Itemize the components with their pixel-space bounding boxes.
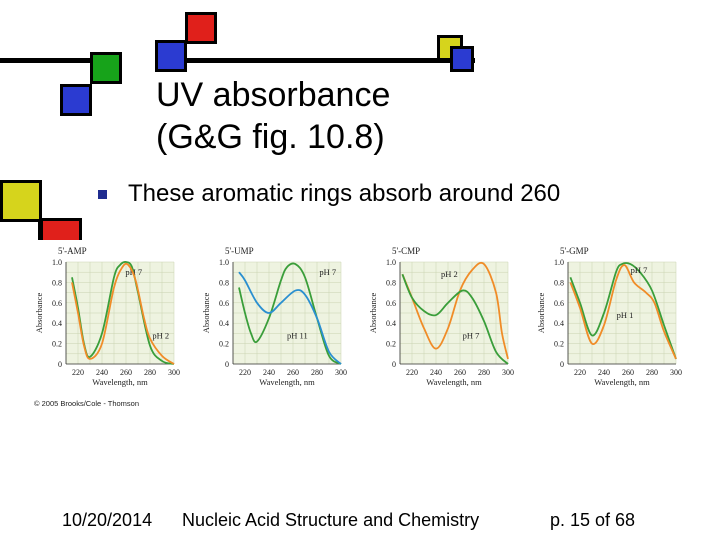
- x-tick-label: 220: [72, 368, 84, 377]
- x-tick-label: 220: [406, 368, 418, 377]
- y-tick-label: 1.0: [219, 258, 229, 267]
- y-tick-label: 0.8: [554, 278, 564, 288]
- decor-square-blue: [155, 40, 187, 72]
- chart-panel-1: [34, 246, 180, 387]
- x-tick-label: 260: [120, 368, 132, 377]
- series-label: pH 11: [287, 330, 308, 341]
- footer-date: 10/20/2014: [62, 510, 153, 530]
- bullet-icon: [98, 190, 107, 199]
- x-tick-label: 280: [311, 368, 323, 377]
- chart-title: 5'-GMP: [560, 246, 589, 256]
- x-tick-label: 300: [502, 368, 514, 377]
- charts-svg: [28, 240, 692, 415]
- x-tick-label: 260: [454, 368, 466, 377]
- x-tick-label: 240: [263, 368, 275, 377]
- decor-square-blue-top: [450, 46, 474, 72]
- y-tick-label: 0.4: [219, 319, 229, 329]
- bullet-text: These aromatic rings absorb around 260: [128, 180, 561, 207]
- y-tick-label: 0.4: [52, 319, 62, 329]
- x-axis-label: Wavelength, nm: [426, 377, 482, 387]
- decor-square-yellow-left: [0, 180, 42, 222]
- chart-panel-2: [201, 246, 347, 387]
- slide-title: [156, 74, 390, 158]
- y-tick-label: 0.4: [554, 319, 564, 329]
- y-tick-label: 0: [58, 360, 62, 369]
- x-tick-label: 280: [478, 368, 490, 377]
- x-tick-label: 300: [335, 368, 347, 377]
- y-tick-label: 0: [392, 360, 396, 369]
- y-axis-label: Absorbance: [536, 292, 546, 334]
- series-label: pH 7: [462, 330, 480, 341]
- chart-title: 5'-AMP: [58, 246, 87, 256]
- y-tick-label: 0.6: [52, 298, 62, 308]
- uv-absorbance-figure: [28, 240, 692, 415]
- chart-title: 5'-CMP: [392, 246, 421, 256]
- decor-square-red: [185, 12, 217, 44]
- y-axis-label: Absorbance: [368, 292, 378, 334]
- y-tick-label: 0.8: [52, 278, 62, 288]
- y-tick-label: 0.6: [554, 298, 564, 308]
- chart-title: 5'-UMP: [225, 246, 254, 256]
- footer-title: Nucleic Acid Structure and Chemistry: [182, 510, 480, 530]
- y-tick-label: 0.6: [386, 298, 396, 308]
- x-axis-label: Wavelength, nm: [259, 377, 315, 387]
- x-tick-label: 300: [168, 368, 180, 377]
- x-axis-label: Wavelength, nm: [92, 377, 148, 387]
- y-tick-label: 1.0: [52, 258, 62, 267]
- x-tick-label: 280: [144, 368, 156, 377]
- footer-page: p. 15 of 68: [550, 510, 636, 530]
- series-label: pH 2: [441, 269, 458, 280]
- y-tick-label: 0.8: [386, 278, 396, 288]
- series-label: pH 1: [616, 310, 634, 321]
- y-tick-label: 0.4: [386, 319, 396, 329]
- chart-panel-4: [536, 246, 682, 387]
- y-tick-label: 1.0: [386, 258, 396, 267]
- series-label: pH 7: [125, 267, 143, 278]
- x-tick-label: 240: [598, 368, 610, 377]
- y-tick-label: 0: [560, 360, 564, 369]
- x-tick-label: 240: [96, 368, 108, 377]
- series-label: pH 7: [630, 265, 648, 276]
- slide-title-line1: UV absorbance: [156, 76, 391, 114]
- y-tick-label: 1.0: [554, 258, 564, 267]
- chart-panel-3: [368, 246, 514, 387]
- x-tick-label: 280: [646, 368, 658, 377]
- y-tick-label: 0.2: [52, 339, 62, 349]
- decor-square-blue-left: [60, 84, 92, 116]
- y-axis-label: Absorbance: [34, 292, 44, 334]
- y-tick-label: 0.2: [219, 339, 229, 349]
- y-tick-label: 0: [225, 360, 229, 369]
- x-tick-label: 240: [430, 368, 442, 377]
- x-tick-label: 220: [574, 368, 586, 377]
- y-tick-label: 0.6: [219, 298, 229, 308]
- figure-credit: © 2005 Brooks/Cole - Thomson: [34, 399, 140, 408]
- y-tick-label: 0.2: [554, 339, 564, 349]
- x-tick-label: 260: [287, 368, 299, 377]
- x-axis-label: Wavelength, nm: [594, 377, 650, 387]
- series-label: pH 2: [152, 330, 170, 341]
- decor-square-green: [90, 52, 122, 84]
- decor-line-top: [155, 58, 475, 63]
- y-axis-label: Absorbance: [201, 292, 211, 334]
- slide-title-line2: (G&G fig. 10.8): [156, 118, 385, 156]
- x-tick-label: 220: [239, 368, 251, 377]
- series-label: pH 7: [319, 267, 337, 278]
- y-tick-label: 0.8: [219, 278, 229, 288]
- x-tick-label: 260: [622, 368, 634, 377]
- y-tick-label: 0.2: [386, 339, 396, 349]
- x-tick-label: 300: [670, 368, 682, 377]
